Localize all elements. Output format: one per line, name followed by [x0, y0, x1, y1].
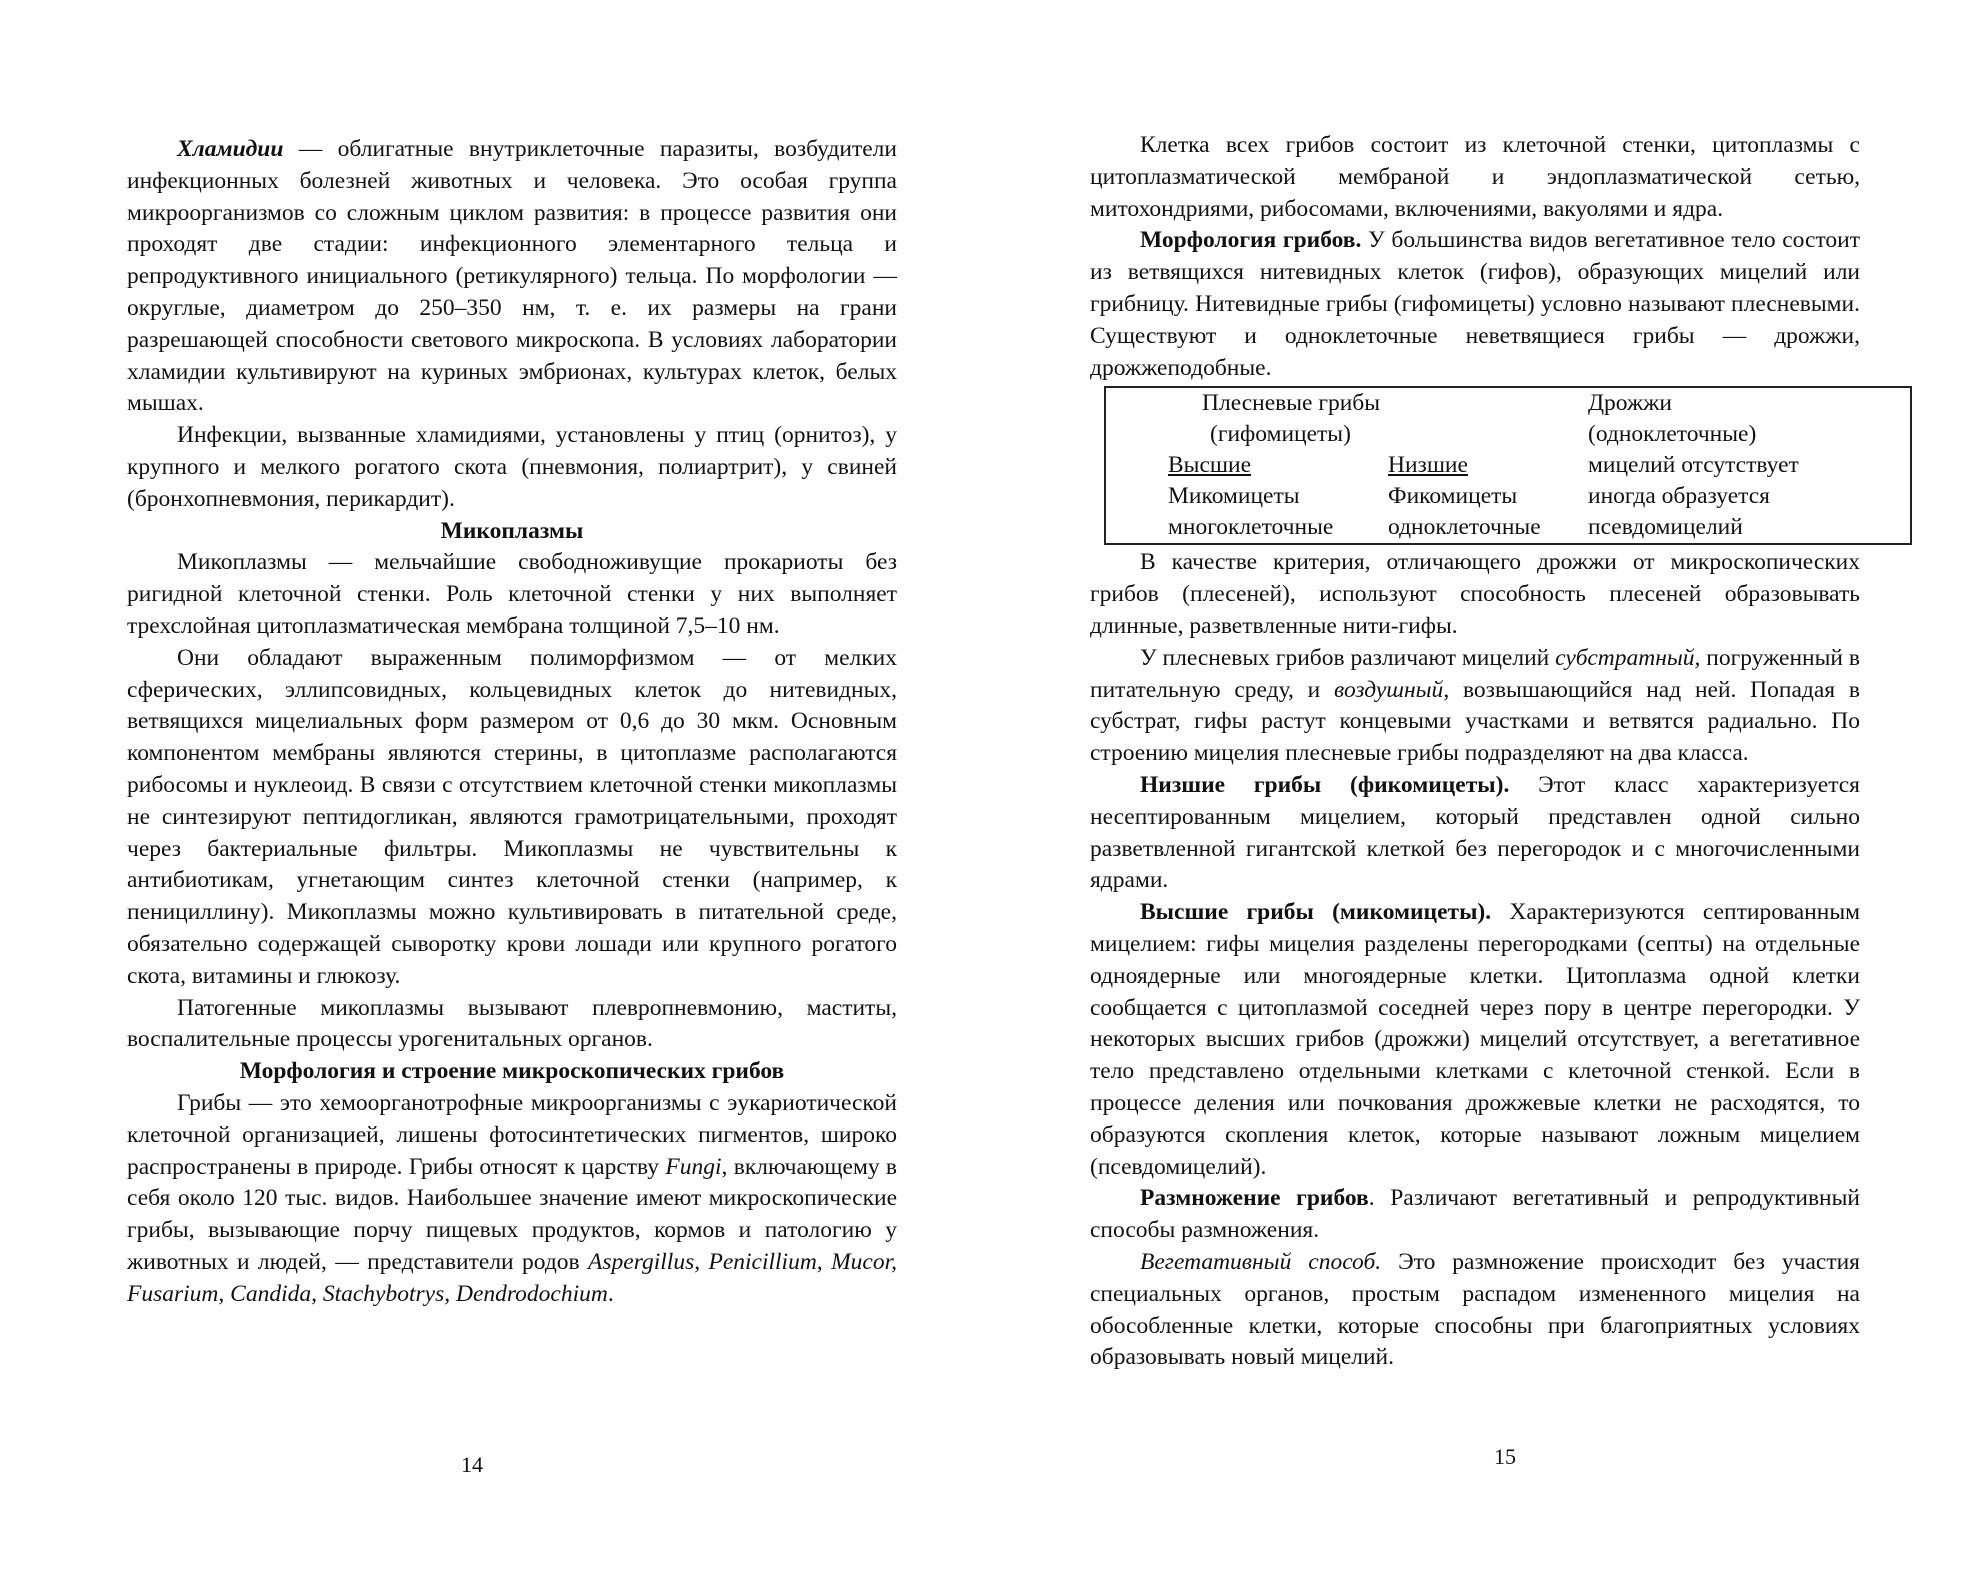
table-cell-yeast-l1: мицелий отсутствует — [1588, 452, 1799, 479]
term-fungi: Fungi — [665, 1153, 722, 1180]
table-cell-higher-name: Микомицеты — [1168, 483, 1300, 510]
term-higher-fungi: Высшие грибы (микомицеты). — [1140, 899, 1492, 926]
term-aerial: воздушный — [1334, 676, 1444, 703]
paragraph-chlamydia — [127, 134, 897, 420]
paragraph-fungi-cell: Клетка всех грибов состоит из клеточной стенки, цитоплазмы с цитоплазматической мембраной и эндоплазматической сетью, митохондриями, рибосомами, включениями, вакуолями и ядра. — [1090, 132, 1860, 222]
heading-fungi-morphology: Морфология и строение микроскопических грибов — [239, 1058, 785, 1085]
paragraph-chlamydia-infections: Инфекции, вызванные хламидиями, установлены у птиц (орнитоз), у крупного и мелкого рогатого скота (пневмония, полиартрит), у свиней (бронхопневмония, перикардит). — [127, 422, 897, 512]
right-page-text — [1090, 130, 1860, 1374]
paragraph-text: Характеризуются септированным мицелием: гифы мицелия разделены перегородками (септы) на отдельные одноядерные или многоядерные клетки. Цитоплазма одной клетки сообщается с цитоплазмой соседней через пору в центре перегородки. У некоторых высших грибов (дрожжи) мицелий отсутствует, а вегетативное тело представлено отдельными клетками с клеточной стенкой. Если в процессе деления или почкования дрожжевые клетки не расходятся, то образуются скопления клеток, которые называют ложным мицелием (псевдомицелий). — [1090, 899, 1860, 1180]
paragraph-text: — облигатные внутриклеточные паразиты, возбудители инфекционных болезней животных и человека. Это особая группа микроорганизмов со сложным циклом развития: в процессе развития они проходят две стадии: инфекционного элементарного тельца и репродуктивного инициального (ретикулярного) тельца. По морфологии — округлые, диаметром до 250–350 нм, т. е. их размеры на грани разрешающей способности светового микроскопа. В условиях лаборатории хламидии культивируют на куриных эмбрионах, культурах клеток, белых мышах. — [127, 136, 897, 417]
paragraph-vegetative — [1090, 1247, 1860, 1374]
table-cell-lower-name: Фикомицеты — [1388, 483, 1518, 510]
term-chlamydia: Хламидии — [177, 136, 284, 162]
paragraph-mycoplasma-polymorphism: Они обладают выраженным полиморфизмом — от мелких сферических, эллипсовидных, кольцевидных клеток до нитевидных, ветвящихся мицелиальных форм размером от 0,6 до 30 мкм. Основным компонентом мембраны являются стерины, в цитоплазме располагаются рибосомы и нуклеоид. В связи с отсутствием клеточной стенки микоплазмы не синтезируют пептидогликан, являются грамотрицательными, проходят через бактериальные фильтры. Микоплазмы не чувствительны к антибиотикам, угнетающим синтез клеточной стенки (например, к пенициллину). Микоплазмы можно культивировать в питательной среде, обязательно содержащей сыворотку крови лошади или крупного рогатого скота, витамины и глюкозу. — [127, 644, 897, 989]
paragraph-text: Этот класс характеризуется несептированным мицелием, который представлен одной сильно разветвленной гигантской клеткой без перегородок и с многочисленными ядрами. — [1090, 771, 1860, 894]
table-cell-higher — [1105, 450, 1388, 481]
table-cell-yeast-title: Дрожжи — [1588, 390, 1672, 417]
paragraph-higher-fungi — [1090, 897, 1860, 1183]
table-cell-text: Высшие — [1168, 452, 1251, 479]
paragraph-lower-fungi — [1090, 770, 1860, 897]
page-number-left: 14 — [461, 1452, 483, 1477]
term-lower-fungi: Низшие грибы (фикомицеты). — [1140, 771, 1510, 798]
paragraph-fungi-intro — [127, 1088, 897, 1311]
paragraph-text: . — [607, 1280, 614, 1307]
table-cell-lower — [1388, 450, 1578, 481]
table-row — [1105, 387, 1911, 419]
term-vegetative: Вегетативный способ. — [1140, 1248, 1382, 1275]
left-page-text — [127, 134, 897, 1310]
paragraph-text: . Различают вегетативный и репродуктивный способы размножения. — [1090, 1185, 1860, 1244]
term-fungi-morphology: Морфология грибов. — [1140, 227, 1362, 254]
table-row — [1105, 419, 1911, 450]
table-cell-yeast-sub: (одноклеточные) — [1588, 421, 1757, 448]
paragraph-reproduction — [1090, 1183, 1860, 1247]
table-row — [1105, 512, 1911, 544]
paragraph-mycelium-types — [1090, 643, 1860, 770]
paragraph-yeast-criterion: В качестве критерия, отличающего дрожжи от микроскопических грибов (плесеней), используют способность плесеней образовывать длинные, разветвленные нити-гифы. — [1090, 549, 1860, 639]
table-cell-yeast-l3: псевдомицелий — [1588, 514, 1743, 541]
paragraph-text: У большинства видов вегетативное тело состоит из ветвящихся нитевидных клеток (гифов), образующих мицелий или грибницу. Нитевидные грибы (гифомицеты) условно называют плесневыми. Существуют и одноклеточные неветвящиеся грибы — дрожжи, дрожжеподобные. — [1090, 227, 1861, 381]
paragraph-text: Грибы — это хемоорганотрофные микроорганизмы с эукариотической клеточной организацией, лишены фотосинтетических пигментов, широко распространены в природе. Грибы относят к царству — [127, 1089, 897, 1180]
heading-mycoplasma: Микоплазмы — [440, 517, 584, 544]
term-substrate: субстратный, — [1555, 644, 1701, 671]
genera-list: Aspergillus, Penicillium, Mucor, Fusarium, Candida, Stachybotrys, Dendrodochium — [127, 1248, 897, 1307]
table-cell-mold-sub: (гифомицеты) — [1210, 421, 1351, 448]
right-page — [1090, 0, 1860, 1576]
left-page — [127, 0, 897, 1576]
table-cell-text: Низшие — [1388, 452, 1468, 479]
page-number-right: 15 — [1494, 1444, 1516, 1469]
paragraph-mycoplasma-definition: Микоплазмы — мельчайшие свободноживущие прокариоты без ригидной клеточной стенки. Роль клеточной стенки у них выполняет трехслойная цитоплазматическая мембрана толщиной 7,5–10 нм. — [127, 549, 897, 639]
table-row — [1105, 450, 1911, 481]
paragraph-fungi-morphology — [1090, 225, 1860, 384]
paragraph-text: , включающему в себя около 120 тыс. видов. Наибольшее значение имеют микроскопические грибы, вызывающие порчу пищевых продуктов, кормов и патологию у животных и людей, — представители родов — [127, 1153, 898, 1275]
fungi-classification-table — [1104, 386, 1912, 545]
paragraph-mycoplasma-pathogenic: Патогенные микоплазмы вызывают плевропневмонию, маститы, воспалительные процессы урогенитальных органов. — [127, 994, 897, 1053]
paragraph-text: Это размножение происходит без участия специальных органов, простым распадом измененного мицелия на обособленные клетки, которые способны при благоприятных условиях образовывать новый мицелий. — [1090, 1248, 1860, 1371]
paragraph-text: погруженный в питательную среду, и — [1090, 644, 1860, 703]
term-reproduction: Размножение грибов — [1140, 1185, 1369, 1212]
table-row — [1105, 481, 1911, 512]
table-cell-mold-title: Плесневые грибы — [1202, 390, 1381, 417]
table-cell-lower-desc: одноклеточные — [1388, 514, 1541, 541]
table-cell-yeast-l2: иногда образуется — [1588, 483, 1770, 510]
table-cell-higher-desc: многоклеточные — [1168, 514, 1334, 541]
paragraph-text: У плесневых грибов различают мицелий — [1140, 644, 1556, 671]
paragraph-text: , возвышающийся над ней. Попадая в субстрат, гифы растут концевыми участками и ветвятся радиально. По строению мицелия плесневые грибы подразделяют на два класса. — [1090, 676, 1860, 767]
